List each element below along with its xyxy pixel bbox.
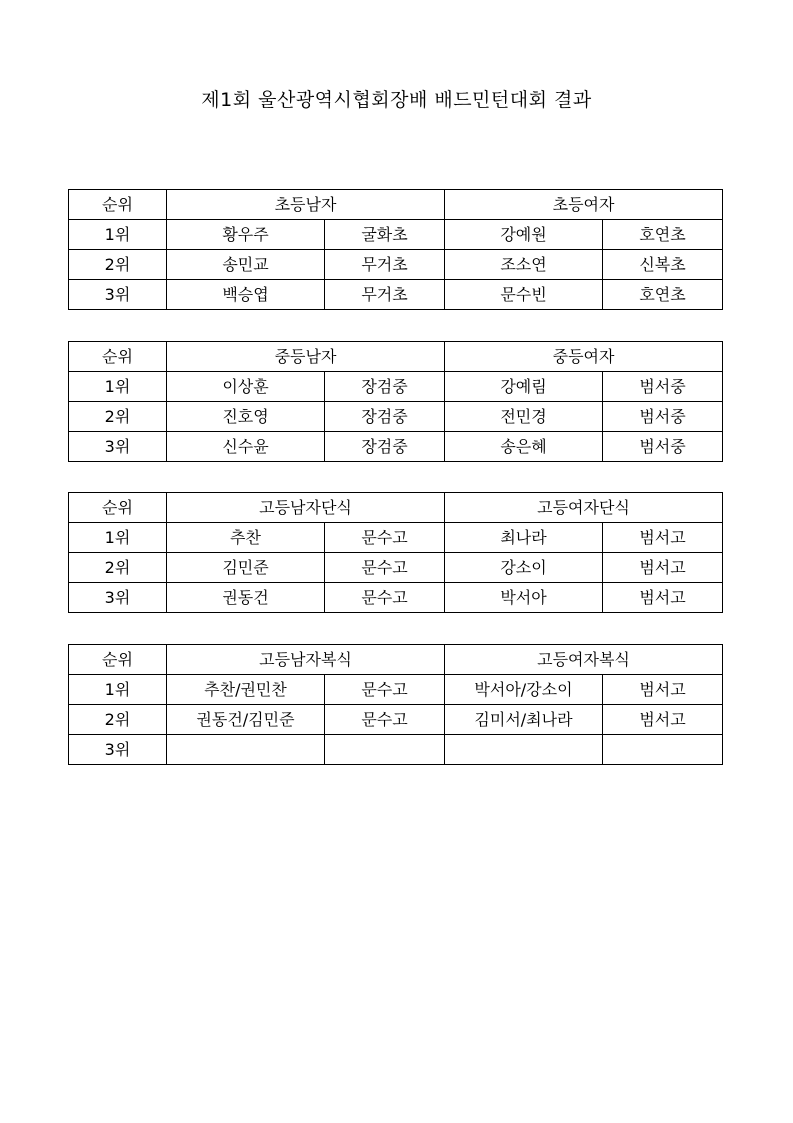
left-category-header: 고등남자단식 xyxy=(167,493,445,523)
player-name-cell: 조소연 xyxy=(445,250,603,280)
results-table-high-doubles xyxy=(68,644,723,765)
rank-cell: 2위 xyxy=(69,705,167,735)
school-cell: 범서고 xyxy=(603,705,723,735)
school-cell: 문수고 xyxy=(325,705,445,735)
table-header-row xyxy=(69,645,723,675)
school-cell: 범서고 xyxy=(603,675,723,705)
player-name-cell: 신수윤 xyxy=(167,432,325,462)
table-row xyxy=(69,250,723,280)
player-name-cell: 송민교 xyxy=(167,250,325,280)
school-cell: 범서중 xyxy=(603,372,723,402)
table-row xyxy=(69,372,723,402)
table-row xyxy=(69,402,723,432)
right-category-header: 중등여자 xyxy=(445,342,723,372)
table-row xyxy=(69,280,723,310)
table-header-row xyxy=(69,190,723,220)
player-name-cell: 이상훈 xyxy=(167,372,325,402)
player-name-cell: 권동건 xyxy=(167,583,325,613)
player-name-cell: 강소이 xyxy=(445,553,603,583)
player-name-cell xyxy=(445,735,603,765)
player-name-cell: 권동건/김민준 xyxy=(167,705,325,735)
player-name-cell xyxy=(167,735,325,765)
player-name-cell: 최나라 xyxy=(445,523,603,553)
school-cell: 장검중 xyxy=(325,432,445,462)
left-category-header: 초등남자 xyxy=(167,190,445,220)
player-name-cell: 강예원 xyxy=(445,220,603,250)
player-name-cell: 문수빈 xyxy=(445,280,603,310)
player-name-cell: 박서아 xyxy=(445,583,603,613)
rank-cell: 1위 xyxy=(69,523,167,553)
school-cell: 호연초 xyxy=(603,220,723,250)
rank-header: 순위 xyxy=(69,190,167,220)
school-cell: 호연초 xyxy=(603,280,723,310)
table-row xyxy=(69,220,723,250)
rank-header: 순위 xyxy=(69,645,167,675)
school-cell: 굴화초 xyxy=(325,220,445,250)
player-name-cell: 추찬 xyxy=(167,523,325,553)
rank-cell: 3위 xyxy=(69,432,167,462)
rank-header: 순위 xyxy=(69,493,167,523)
table-row xyxy=(69,675,723,705)
player-name-cell: 황우주 xyxy=(167,220,325,250)
rank-cell: 1위 xyxy=(69,675,167,705)
player-name-cell: 진호영 xyxy=(167,402,325,432)
page-title: 제1회 울산광역시협회장배 배드민턴대회 결과 xyxy=(201,89,592,111)
table-header-row xyxy=(69,342,723,372)
school-cell xyxy=(603,735,723,765)
school-cell: 장검중 xyxy=(325,372,445,402)
player-name-cell: 강예림 xyxy=(445,372,603,402)
school-cell: 문수고 xyxy=(325,553,445,583)
rank-cell: 2위 xyxy=(69,553,167,583)
left-category-header: 고등남자복식 xyxy=(167,645,445,675)
school-cell: 무거초 xyxy=(325,280,445,310)
rank-cell: 3위 xyxy=(69,583,167,613)
school-cell: 신복초 xyxy=(603,250,723,280)
school-cell: 범서중 xyxy=(603,402,723,432)
table-header-row xyxy=(69,493,723,523)
school-cell xyxy=(325,735,445,765)
table-row xyxy=(69,553,723,583)
school-cell: 범서고 xyxy=(603,523,723,553)
school-cell: 문수고 xyxy=(325,523,445,553)
player-name-cell: 김미서/최나라 xyxy=(445,705,603,735)
player-name-cell: 추찬/권민찬 xyxy=(167,675,325,705)
table-row xyxy=(69,523,723,553)
results-table-high-singles xyxy=(68,492,723,613)
table-row xyxy=(69,432,723,462)
school-cell: 범서중 xyxy=(603,432,723,462)
table-row xyxy=(69,583,723,613)
player-name-cell: 박서아/강소이 xyxy=(445,675,603,705)
table-row xyxy=(69,705,723,735)
right-category-header: 고등여자복식 xyxy=(445,645,723,675)
player-name-cell: 백승엽 xyxy=(167,280,325,310)
school-cell: 범서고 xyxy=(603,553,723,583)
school-cell: 장검중 xyxy=(325,402,445,432)
results-table-elementary xyxy=(68,189,723,310)
rank-cell: 1위 xyxy=(69,372,167,402)
school-cell: 문수고 xyxy=(325,675,445,705)
school-cell: 범서고 xyxy=(603,583,723,613)
player-name-cell: 송은혜 xyxy=(445,432,603,462)
player-name-cell: 전민경 xyxy=(445,402,603,432)
rank-cell: 2위 xyxy=(69,402,167,432)
results-table-middle xyxy=(68,341,723,462)
right-category-header: 초등여자 xyxy=(445,190,723,220)
rank-cell: 3위 xyxy=(69,735,167,765)
left-category-header: 중등남자 xyxy=(167,342,445,372)
table-row xyxy=(69,735,723,765)
player-name-cell: 김민준 xyxy=(167,553,325,583)
rank-cell: 3위 xyxy=(69,280,167,310)
school-cell: 문수고 xyxy=(325,583,445,613)
school-cell: 무거초 xyxy=(325,250,445,280)
rank-cell: 2위 xyxy=(69,250,167,280)
rank-cell: 1위 xyxy=(69,220,167,250)
rank-header: 순위 xyxy=(69,342,167,372)
right-category-header: 고등여자단식 xyxy=(445,493,723,523)
